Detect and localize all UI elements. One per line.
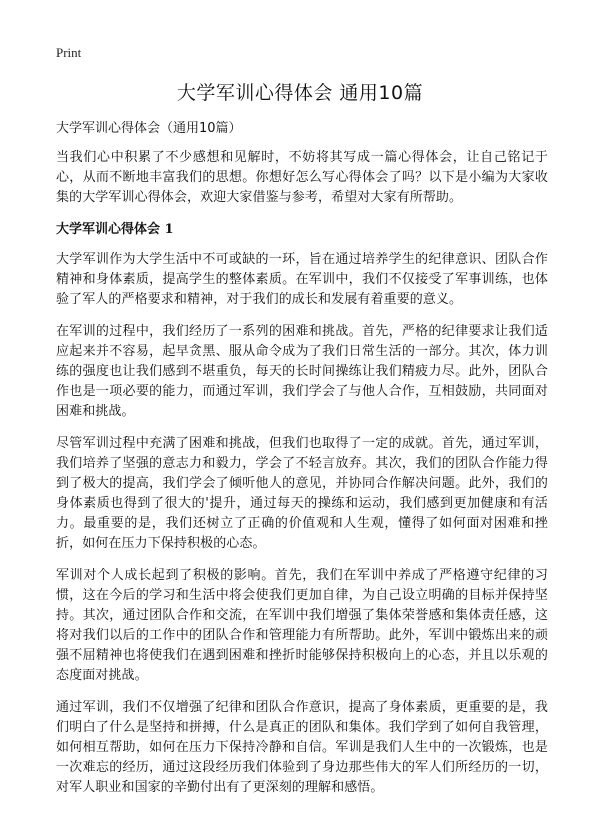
page-title: 大学军训心得体会 通用10篇 — [176, 82, 424, 104]
body-paragraph-5: 通过军训，我们不仅增强了纪律和团队合作意识，提高了身体素质，更重要的是，我们明白了什么是坚持和拼搏，什么是真正的团队和集体。我们学到了如何自我管理，如何相互帮助，如何在压力下保持冷静和自信。军训是我们人生中的一次锻炼，也是一次难忘的经历，通过这段经历我们体验到了身边那些伟大的军人们所经历的一切，对军人职业和国家的辛勤付出有了更深刻的理解和感悟。 — [56, 700, 548, 795]
document-subtitle: 大学军训心得体会（通用10篇） — [56, 121, 242, 136]
intro-paragraph: 当我们心中积累了不少感想和见解时，不妨将其写成一篇心得体会，让自己铭记于心，从而不断地丰富我们的思想。你想好怎么写心得体会了吗？以下是小编为大家收集的大学军训心得体会，欢迎大家借鉴与参考，希望对大家有所帮助。 — [56, 150, 548, 205]
body-paragraph-1: 大学军训作为大学生活中不可或缺的一环，旨在通过培养学生的纪律意识、团队合作精神和身体素质，提高学生的整体素质。在军训中，我们不仅接受了军事训练，也体验了军人的严格要求和精神，对于我们的成长和发展有着重要的意义。 — [56, 252, 548, 307]
body-paragraph-4: 军训对个人成长起到了积极的影响。首先，我们在军训中养成了严格遵守纪律的习惯，这在今后的学习和生活中将会使我们更加自律，为自己设立明确的目标并保持坚持。其次，通过团队合作和交流，在军训中我们增强了集体荣誉感和集体责任感，这将对我们以后的工作中的团队合作和管理能力有所帮助。此外，军训中锻炼出来的顽强不屈精神也将使我们在遇到困难和挫折时能够保持积极向上的心态，并且以乐观的态度面对挑战。 — [56, 568, 548, 683]
section-heading: 大学军训心得体会 1 — [56, 222, 174, 237]
body-paragraph-2: 在军训的过程中，我们经历了一系列的困难和挑战。首先，严格的纪律要求让我们适应起来并不容易，起早贪黑、服从命令成为了我们日常生活的一部分。其次，体力训练的强度也让我们感到不堪重负，每天的长时间操练让我们精疲力尽。此外，团队合作也是一项必要的能力，而通过军训，我们学会了与他人合作，互相鼓励，共同面对困难和挑战。 — [56, 324, 548, 419]
print-link[interactable]: Print — [56, 45, 82, 60]
article-body — [56, 119, 548, 810]
body-paragraph-3: 尽管军训过程中充满了困难和挑战，但我们也取得了一定的成就。首先，通过军训，我们培养了坚强的意志力和毅力，学会了不轻言放弃。其次，我们的团队合作能力得到了极大的提高，我们学会了倾听他人的意见，并协同合作解决问题。此外，我们的身体素质也得到了很大的'提升，通过每天的操练和运动，我们感到更加健康和有活力。最重要的是，我们还树立了正确的价值观和人生观，懂得了如何面对困难和挫折，如何在压力下保持积极的心态。 — [56, 436, 548, 551]
